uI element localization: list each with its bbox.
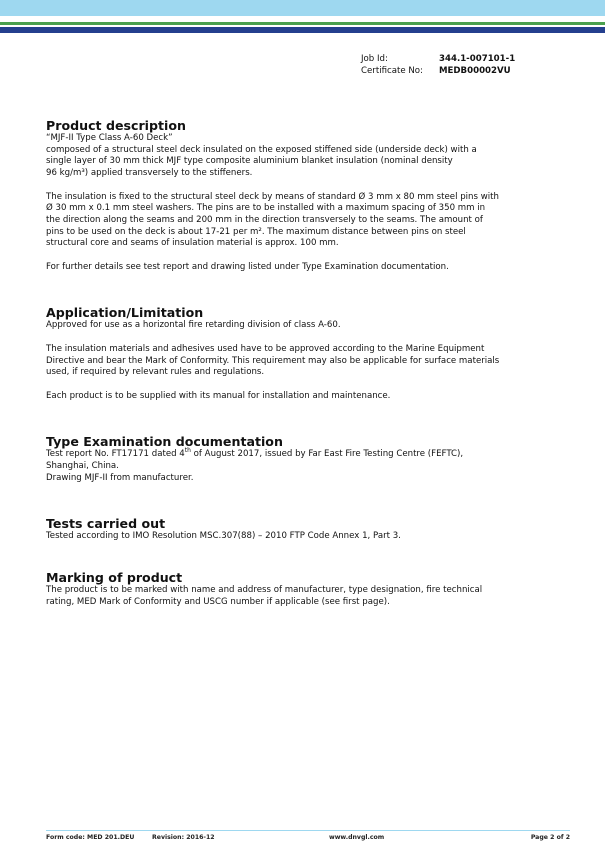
job-id-value: 344.1-007101-1 [439,54,516,64]
section-tests-carried-out [46,516,576,543]
application-para-2: The insulation materials and adhesives used have to be approved according to the Marine Equipment Directive and bear the Mark of Conformity. This requirement may also be applicable for surface materials used, if required by relevant rules and regulations. [46,343,500,378]
certificate-meta [361,54,515,77]
test-report-text: Test report No. FT17171 dated 4 [46,449,185,460]
footer-form-code: Form code: MED 201.DEU [46,834,135,841]
marking-para-1: The product is to be marked with name and address of manufacturer, type designation, fire technical rating, MED Mark of Conformity and USCG number if applicable (see first page). [46,585,483,607]
footer-revision: Revision: 2016-12 [152,834,215,841]
section-marking-of-product [46,570,576,608]
job-id-label: Job Id: [361,54,388,64]
header-band-green [0,22,605,25]
section-title-tests-carried-out: Tests carried out [46,516,166,532]
section-title-marking-of-product: Marking of product [46,570,183,586]
tests-para-1: Tested according to IMO Resolution MSC.307(88) – 2010 FTP Code Annex 1, Part 3. [46,531,401,542]
footer-page-number: Page 2 of 2 [530,834,570,841]
certificate-no-row [361,66,515,78]
section-title-type-examination: Type Examination documentation [46,434,283,450]
header-band-light-blue [0,0,605,16]
product-name: “MJF-II Type Class A-60 Deck” [46,133,173,143]
section-type-examination [46,434,576,484]
type-examination-line-2: Shanghai, China. [46,461,119,471]
section-title-application-limitation: Application/Limitation [46,305,204,321]
header-band-navy [0,27,605,33]
product-description-para-1: composed of a structural steel deck insulated on the exposed stiffened side (underside deck) with a single layer of 30 mm thick MJF type composite aluminium blanket insulation (nominal density 96 kg/m³) applied transversely to the stiffeners. [46,144,477,179]
section-title-product-description: Product description [46,118,186,133]
certificate-no-label: Certificate No: [361,65,423,76]
document-body [46,118,576,628]
footer-website-link[interactable]: www.dnvgl.com [329,834,385,841]
job-id-row [361,54,515,66]
section-product-description [46,118,576,273]
certificate-no-value: MEDB00002VU [439,65,511,76]
test-report-text-cont: of August 2017, issued by Far East Fire Testing Centre (FEFTC), [190,449,464,460]
ordinal-suffix: th [184,447,191,455]
footer-divider [46,830,570,831]
type-examination-line-1 [46,449,576,461]
product-description-para-3: For further details see test report and drawing listed under Type Examination documentation. [46,261,449,272]
section-application-limitation [46,305,576,402]
application-para-3: Each product is to be supplied with its manual for installation and maintenance. [46,390,391,401]
product-description-para-2: The insulation is fixed to the structural steel deck by means of standard Ø 3 mm x 80 mm steel pins with Ø 30 mm x 0.1 mm steel washers. The pins are to be installed with a maximum spacing of 350 mm in the direction along the seams and 200 mm in the direction transversely to the seams. The amount of pins to be used on the deck is about 17-21 per m². The maximum distance between pins on steel structural core and seams of insulation material is approx. 100 mm. [46,191,499,249]
application-para-1: Approved for use as a horizontal fire retarding division of class A-60. [46,320,341,331]
type-examination-line-3: Drawing MJF-II from manufacturer. [46,472,194,483]
